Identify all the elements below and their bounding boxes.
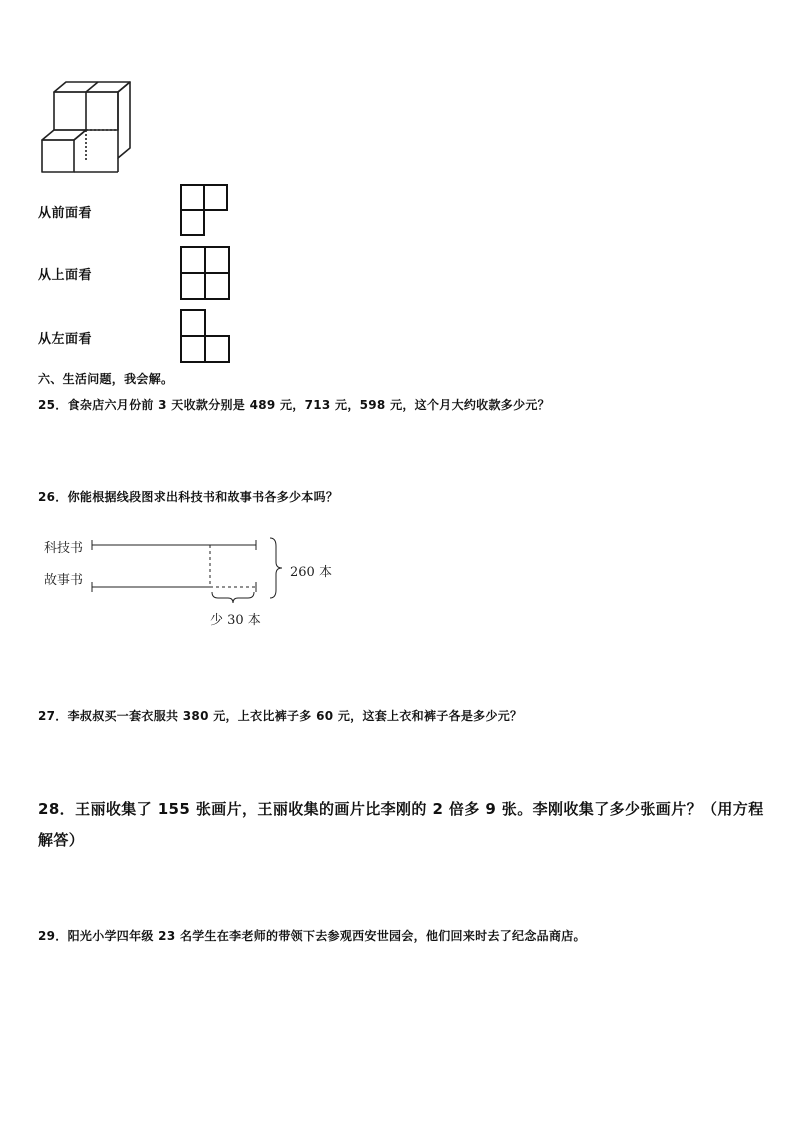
front-view-grid bbox=[180, 184, 230, 238]
question-28: 28．王丽收集了 155 张画片，王丽收集的画片比李刚的 2 倍多 9 张。李刚收集了多少张画片？（用方程解答） bbox=[38, 800, 764, 849]
left-view-label: 从左面看 bbox=[38, 332, 93, 347]
line-segment-diagram bbox=[40, 532, 360, 632]
science-books-label: 科技书 bbox=[44, 541, 84, 556]
left-view-grid bbox=[180, 309, 232, 365]
question-29: 29．阳光小学四年级 23 名学生在李老师的带领下去参观西安世园会，他们回来时去了纪念品商店。 bbox=[38, 929, 586, 943]
cube-figure bbox=[38, 80, 134, 178]
question-26: 26．你能根据线段图求出科技书和故事书各多少本吗？ bbox=[38, 490, 339, 504]
total-label: 260 本 bbox=[290, 565, 332, 580]
top-view-label: 从上面看 bbox=[38, 268, 93, 283]
difference-brace bbox=[212, 592, 254, 603]
front-view-label: 从前面看 bbox=[38, 206, 93, 221]
question-27: 27．李叔叔买一套衣服共 380 元，上衣比裤子多 60 元，这套上衣和裤子各是多少元？ bbox=[38, 709, 523, 723]
story-books-label: 故事书 bbox=[44, 573, 84, 588]
question-25: 25．食杂店六月份前 3 天收款分别是 489 元，713 元，598 元，这个月大约收款多少元？ bbox=[38, 398, 550, 412]
total-brace bbox=[270, 538, 282, 598]
difference-label: 少 30 本 bbox=[210, 613, 261, 628]
top-view-grid bbox=[180, 246, 232, 302]
section-6-heading: 六、生活问题，我会解。 bbox=[38, 372, 174, 386]
